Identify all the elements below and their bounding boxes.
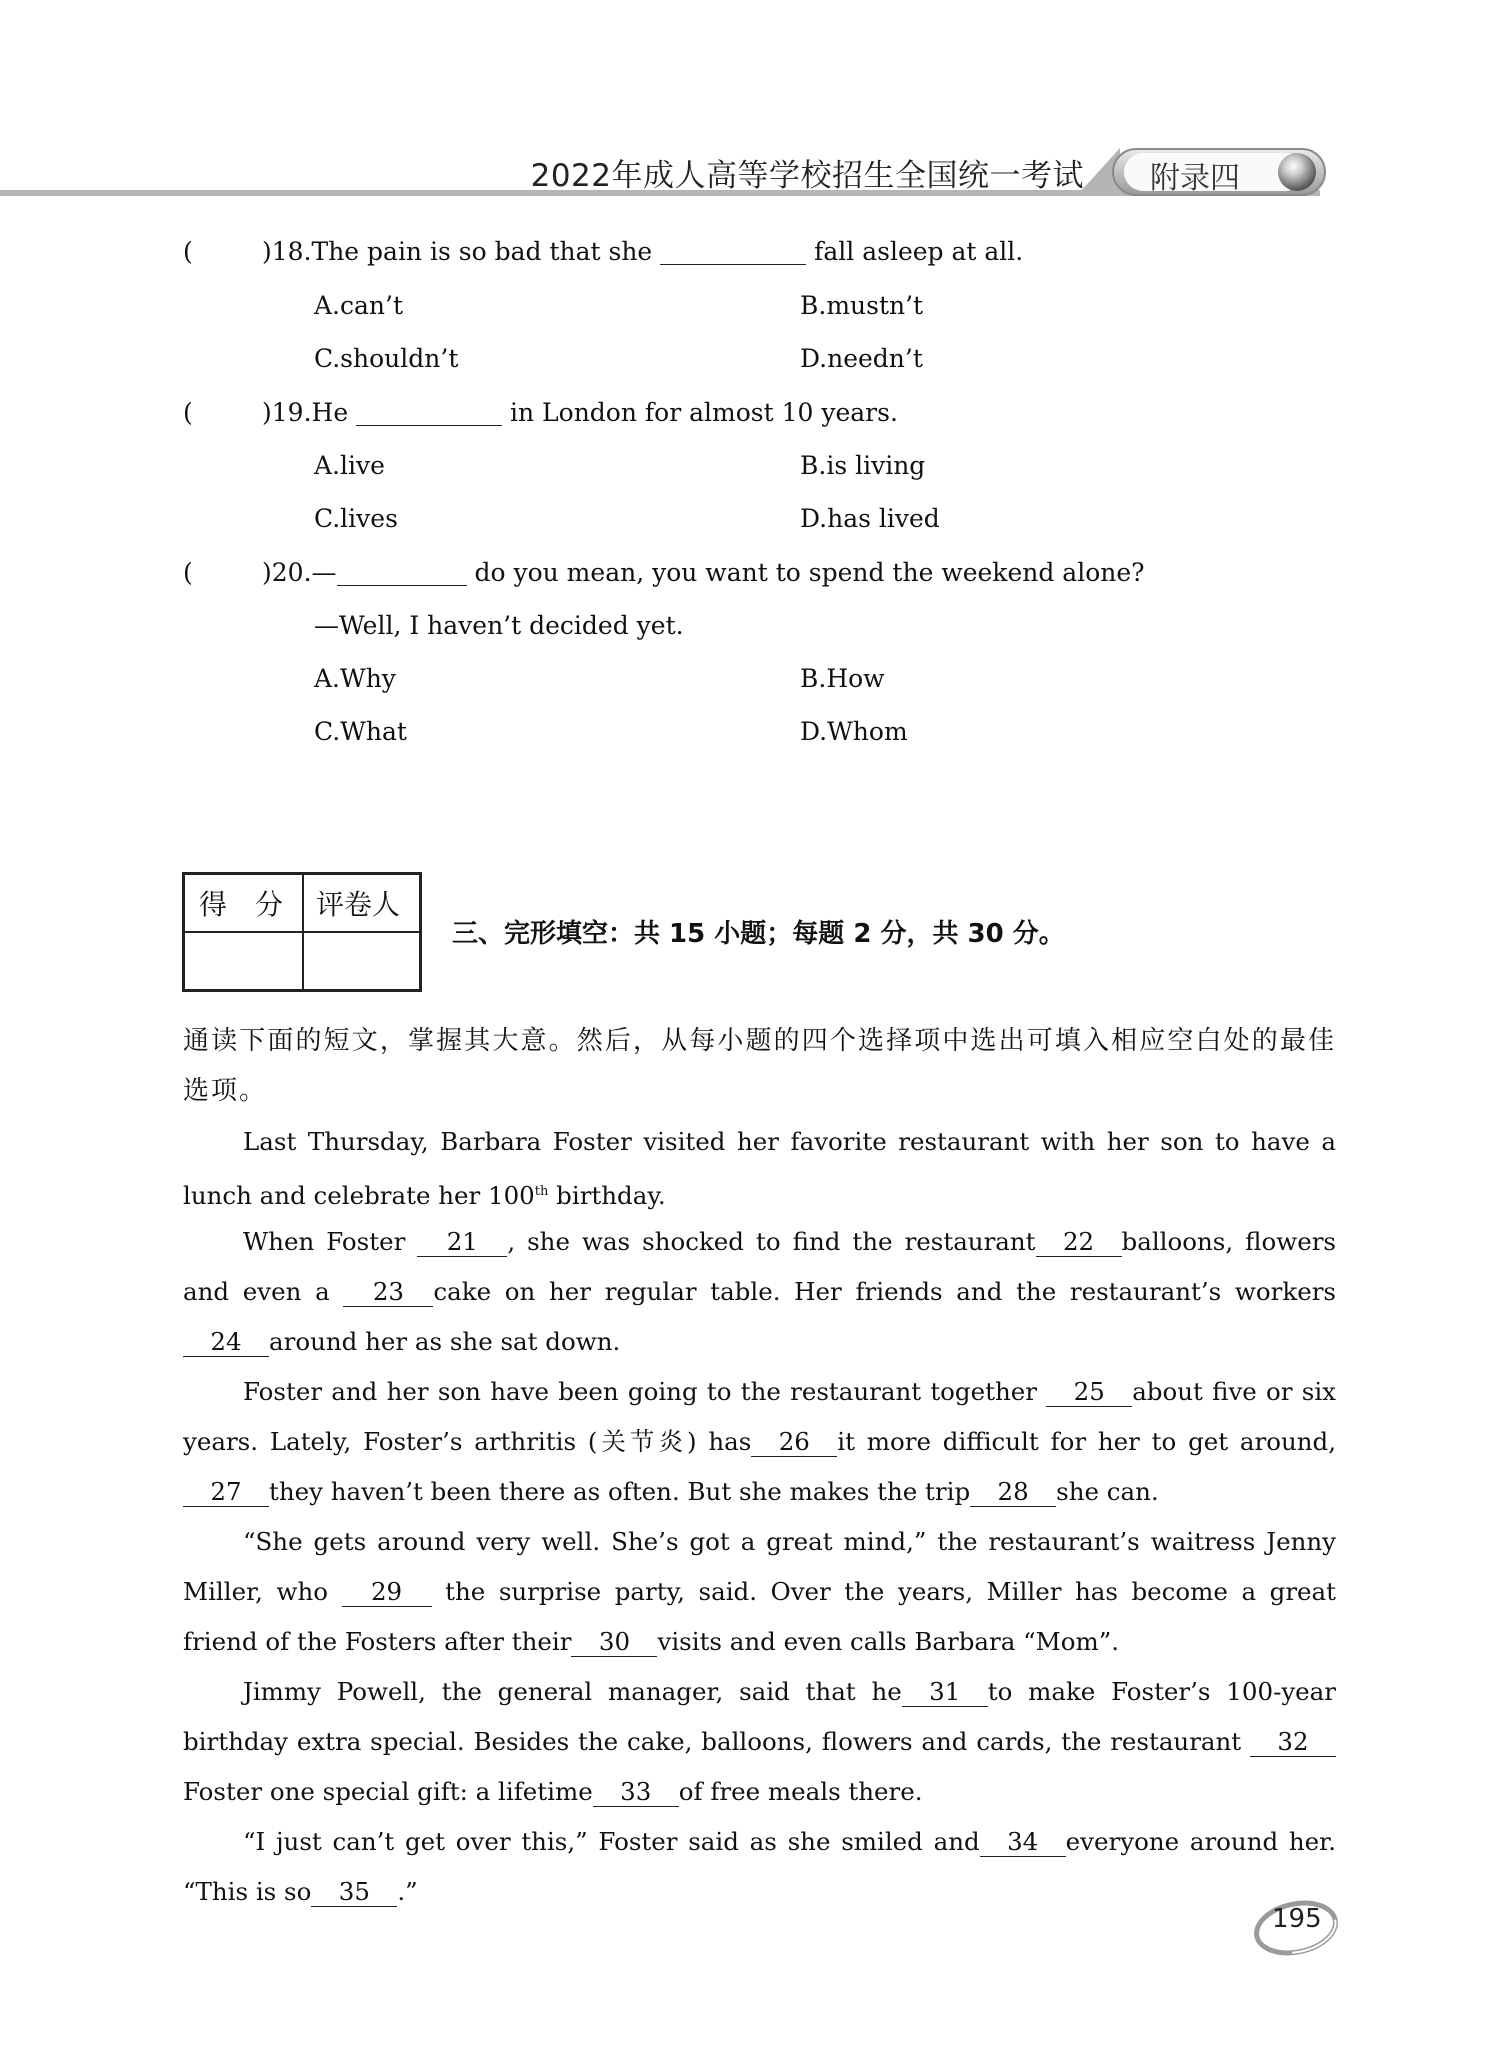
paragraph-text: When Foster bbox=[243, 1227, 418, 1256]
cloze-blank: 34 bbox=[980, 1829, 1066, 1857]
stem-after: do you mean, you want to spend the weekend alone? bbox=[466, 558, 1145, 587]
section-title: 三、完形填空：共 15 小题；每题 2 分，共 30 分。 bbox=[452, 919, 1065, 949]
option-c: C.What bbox=[314, 717, 407, 746]
cloze-blank: 26 bbox=[751, 1429, 837, 1457]
grader-cell[interactable] bbox=[304, 933, 419, 989]
paragraph-text: Foster one special gift: a lifetime bbox=[183, 1777, 593, 1806]
cloze-blank: 30 bbox=[571, 1629, 657, 1657]
option-c: C.shouldn’t bbox=[314, 344, 459, 373]
paragraph-text: Jimmy Powell, the general manager, said that he bbox=[243, 1677, 902, 1706]
passage-paragraph-1 bbox=[183, 1117, 1336, 1221]
paragraph-text: around her as she sat down. bbox=[269, 1327, 621, 1356]
cloze-blank: 27 bbox=[183, 1479, 269, 1507]
superscript: th bbox=[534, 1184, 549, 1199]
option-a: A.Why bbox=[314, 664, 396, 693]
tab-ball-icon bbox=[1278, 153, 1316, 191]
paragraph-text: about five or six years. Lately, Foster’s arthritis (关节炎) has bbox=[183, 1377, 1336, 1456]
score-header: 得 分 bbox=[185, 875, 304, 933]
stem-before: He bbox=[311, 398, 357, 427]
answer-blank bbox=[337, 559, 467, 586]
stem-after: fall asleep at all. bbox=[806, 237, 1024, 266]
passage-paragraph-2 bbox=[183, 1217, 1336, 1367]
paragraph-text: “She gets around very well. She’s got a great mind,” the restaurant’s waitress Jenny Miller, who bbox=[183, 1527, 1336, 1606]
exam-title: 2022年成人高等学校招生全国统一考试 bbox=[530, 158, 1084, 194]
paragraph-text: it more difficult for her to get around, bbox=[837, 1427, 1337, 1456]
question-number: )20. bbox=[262, 558, 312, 587]
question-stem bbox=[262, 398, 898, 427]
option-a: A.live bbox=[314, 451, 385, 480]
paragraph-text: “I just can’t get over this,” Foster said as she smiled and bbox=[243, 1827, 980, 1856]
cloze-blank: 29 bbox=[342, 1579, 432, 1607]
passage-paragraph-5 bbox=[183, 1667, 1336, 1817]
cloze-blank: 21 bbox=[417, 1229, 507, 1257]
cloze-blank: 23 bbox=[343, 1279, 433, 1307]
cloze-blank: 28 bbox=[970, 1479, 1056, 1507]
option-b: B.How bbox=[800, 664, 885, 693]
passage-paragraph-4 bbox=[183, 1517, 1336, 1667]
option-d: D.has lived bbox=[800, 504, 940, 533]
stem-after: in London for almost 10 years. bbox=[502, 398, 898, 427]
stem-before: — bbox=[311, 558, 337, 587]
paragraph-text: , she was shocked to find the restaurant bbox=[507, 1227, 1036, 1256]
paragraph-text: everyone around her. “This is so bbox=[183, 1827, 1336, 1906]
cloze-blank: 35 bbox=[311, 1879, 397, 1907]
paragraph-text: Last Thursday, Barbara Foster visited her favorite restaurant with her son to have a lunch and celebrate her 100 bbox=[183, 1127, 1336, 1211]
option-d: D.needn’t bbox=[800, 344, 923, 373]
question-stem bbox=[262, 558, 1145, 587]
page-number-badge bbox=[1252, 1894, 1338, 1956]
answer-paren-open: ( bbox=[183, 558, 193, 587]
grader-header: 评卷人 bbox=[304, 875, 419, 933]
option-d: D.Whom bbox=[800, 717, 908, 746]
answer-paren-open: ( bbox=[183, 398, 193, 427]
cloze-blank: 24 bbox=[183, 1329, 269, 1357]
cloze-blank: 22 bbox=[1036, 1229, 1122, 1257]
answer-paren-open: ( bbox=[183, 237, 193, 266]
option-c: C.lives bbox=[314, 504, 398, 533]
passage-paragraph-6 bbox=[183, 1817, 1336, 1917]
question-stem bbox=[262, 237, 1023, 266]
paragraph-text: balloons, flowers and even a bbox=[183, 1227, 1336, 1306]
paragraph-text: Foster and her son have been going to the restaurant together bbox=[243, 1377, 1047, 1406]
answer-blank bbox=[356, 399, 502, 426]
option-a: A.can’t bbox=[314, 291, 404, 320]
cloze-blank: 25 bbox=[1046, 1379, 1132, 1407]
dialogue-reply: —Well, I haven’t decided yet. bbox=[314, 611, 684, 640]
score-table bbox=[182, 872, 422, 992]
paragraph-text: birthday. bbox=[548, 1181, 666, 1211]
question-number: )18. bbox=[262, 237, 312, 266]
page-number: 195 bbox=[1272, 1904, 1322, 1934]
paragraph-text: .” bbox=[397, 1877, 418, 1906]
stem-before: The pain is so bad that she bbox=[311, 237, 661, 266]
paragraph-text: they haven’t been there as often. But she makes the trip bbox=[269, 1477, 971, 1506]
appendix-tab-label: 附录四 bbox=[1150, 161, 1240, 196]
passage-paragraph-3 bbox=[183, 1367, 1336, 1517]
instructions: 通读下面的短文，掌握其大意。然后，从每小题的四个选择项中选出可填入相应空白处的最佳选项。 bbox=[183, 1026, 1336, 1106]
paragraph-text: the surprise party, said. Over the years, Miller has become a great friend of the Fosters after their bbox=[183, 1577, 1336, 1656]
cloze-blank: 31 bbox=[902, 1679, 988, 1707]
cloze-blank: 33 bbox=[593, 1779, 679, 1807]
cloze-blank: 32 bbox=[1250, 1729, 1336, 1757]
option-b: B.mustn’t bbox=[800, 291, 924, 320]
paragraph-text: to make Foster’s 100-year birthday extra special. Besides the cake, balloons, flowers and cards, the restaurant bbox=[183, 1677, 1337, 1756]
paragraph-text: of free meals there. bbox=[678, 1777, 923, 1806]
paragraph-text: cake on her regular table. Her friends and the restaurant’s workers bbox=[433, 1277, 1336, 1306]
paragraph-text: visits and even calls Barbara “Mom”. bbox=[657, 1627, 1120, 1656]
question-number: )19. bbox=[262, 398, 312, 427]
score-cell[interactable] bbox=[185, 933, 304, 989]
option-b: B.is living bbox=[800, 451, 926, 480]
answer-blank bbox=[660, 238, 806, 265]
paragraph-text: she can. bbox=[1056, 1477, 1159, 1506]
